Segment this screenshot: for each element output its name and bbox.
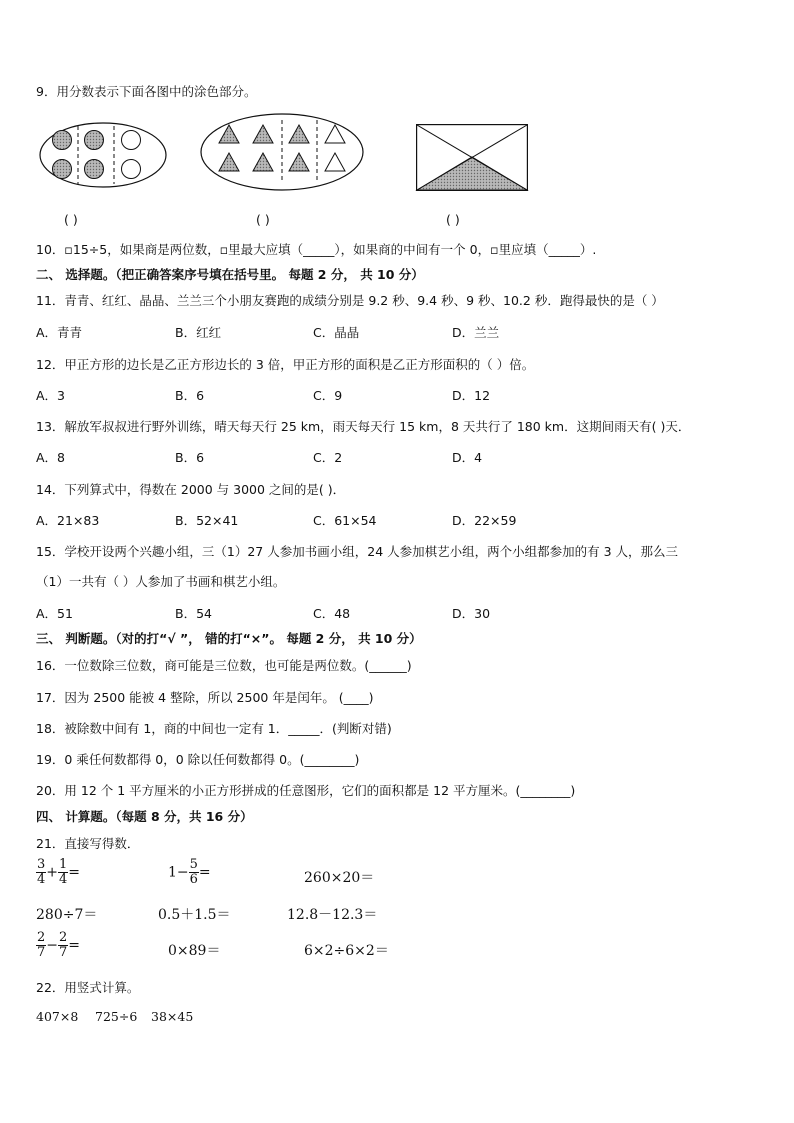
- q19-text: 19．0 乘任何数都得 0，0 除以任何数都得 0。(________): [36, 752, 360, 767]
- q16-text: 16．一位数除三位数，商可能是三位数，也可能是两位数。(______): [36, 658, 412, 673]
- fraction: $\frac{3}{4}$: [37, 857, 46, 887]
- fraction: $\frac{5}{6}$: [189, 857, 198, 887]
- q9-figure-rectangle: [416, 124, 528, 191]
- q13-option-b[interactable]: B．6: [175, 450, 205, 465]
- q12-option-a[interactable]: A．3: [36, 388, 66, 403]
- section-4-title: 四、 计算题。（每题 8 分，共 16 分）: [36, 809, 253, 824]
- q12-option-c[interactable]: C．9: [313, 388, 343, 403]
- section-3-title: 三、 判断题。（对的打“√ ”， 错的打“×”。 每题 2 分， 共 10 分）: [36, 631, 422, 646]
- q22-stem: 22．用竖式计算。: [36, 980, 140, 995]
- q21-row3-expr3: 6×2÷6×2＝: [304, 943, 389, 959]
- section-2-title: 二、 选择题。（把正确答案序号填在括号里。 每题 2 分， 共 10 分）: [36, 267, 424, 282]
- q14-stem: 14．下列算式中，得数在 2000 与 3000 之间的是( )．: [36, 482, 346, 497]
- q12-option-d[interactable]: D．12: [452, 388, 491, 403]
- q9-answer-blank-3[interactable]: ( ): [446, 212, 460, 227]
- q22-item-1: 407×8: [36, 1009, 79, 1024]
- q13-option-d[interactable]: D．4: [452, 450, 483, 465]
- q21-row3-expr1: $\frac{2}{7}$ − $\frac{2}{7}$ =: [37, 930, 81, 960]
- q11-option-a[interactable]: A．青青: [36, 325, 83, 340]
- fraction: $\frac{2}{7}$: [37, 930, 46, 960]
- q14-option-d[interactable]: D．22×59: [452, 513, 517, 528]
- q11-option-b[interactable]: B．红红: [175, 325, 222, 340]
- q9-answer-blank-2[interactable]: ( ): [256, 212, 270, 227]
- q13-option-a[interactable]: A．8: [36, 450, 66, 465]
- q15-stem-line-2: （1）一共有（ ）人参加了书画和棋艺小组。: [36, 574, 286, 589]
- q9-answer-blank-1[interactable]: ( ): [64, 212, 78, 227]
- q15-option-a[interactable]: A．51: [36, 606, 73, 621]
- q12-option-b[interactable]: B．6: [175, 388, 205, 403]
- q21-row1-expr1: $\frac{3}{4}$ + $\frac{1}{4}$ =: [37, 857, 81, 887]
- q11-option-c[interactable]: C．晶晶: [313, 325, 360, 340]
- fraction: $\frac{1}{4}$: [59, 857, 68, 887]
- q13-option-c[interactable]: C．2: [313, 450, 343, 465]
- q21-row3-expr2: 0×89＝: [168, 943, 221, 959]
- q14-option-b[interactable]: B．52×41: [175, 513, 239, 528]
- q15-option-c[interactable]: C．48: [313, 606, 351, 621]
- q9-stem: 9．用分数表示下面各图中的涂色部分。: [36, 84, 257, 99]
- q10-text: 10．▫15÷5，如果商是两位数，▫里最大应填（_____），如果商的中间有一个 0，▫里应填（_____）.: [36, 242, 597, 257]
- q21-row2-expr2: 0.5＋1.5＝: [158, 907, 231, 923]
- q14-option-a[interactable]: A．21×83: [36, 513, 100, 528]
- q21-row2-expr3: 12.8－12.3＝: [287, 907, 378, 923]
- q11-stem: 11．青青、红红、晶晶、兰兰三个小朋友赛跑的成绩分别是 9.2 秒、9.4 秒、9 秒、10.2 秒．跑得最快的是（ ）: [36, 293, 664, 308]
- q9-figure-triangles: [199, 112, 365, 192]
- q14-option-c[interactable]: C．61×54: [313, 513, 377, 528]
- q17-text: 17．因为 2500 能被 4 整除，所以 2500 年是闰年。 (____): [36, 690, 374, 705]
- q13-stem: 13．解放军叔叔进行野外训练，晴天每天行 25 km，雨天每天行 15 km，8 天共行了 180 km．这期间雨天有( )天．: [36, 419, 691, 434]
- q15-option-d[interactable]: D．30: [452, 606, 491, 621]
- q20-text: 20．用 12 个 1 平方厘米的小正方形拼成的任意图形，它们的面积都是 12 平方厘米。(________): [36, 783, 576, 798]
- q18-text: 18．被除数中间有 1，商的中间也一定有 1．_____．(判断对错): [36, 721, 392, 736]
- q9-figure-circles: [38, 120, 168, 190]
- q21-row2-expr1: 280÷7＝: [36, 907, 98, 923]
- q22-item-2: 725÷6: [95, 1009, 138, 1024]
- q21-stem: 21．直接写得数．: [36, 836, 140, 851]
- q12-stem: 12．甲正方形的边长是乙正方形边长的 3 倍，甲正方形的面积是乙正方形面积的（ ）倍。: [36, 357, 535, 372]
- q15-option-b[interactable]: B．54: [175, 606, 212, 621]
- fraction: $\frac{2}{7}$: [59, 930, 68, 960]
- q11-option-d[interactable]: D．兰兰: [452, 325, 500, 340]
- q21-row1-expr2: 1− $\frac{5}{6}$ =: [168, 857, 211, 887]
- q15-stem-line-1: 15．学校开设两个兴趣小组，三（1）27 人参加书画小组，24 人参加棋艺小组，两个小组都参加的有 3 人，那么三: [36, 544, 679, 559]
- q21-row1-expr3: 260×20＝: [304, 870, 375, 886]
- q22-item-3: 38×45: [151, 1009, 194, 1024]
